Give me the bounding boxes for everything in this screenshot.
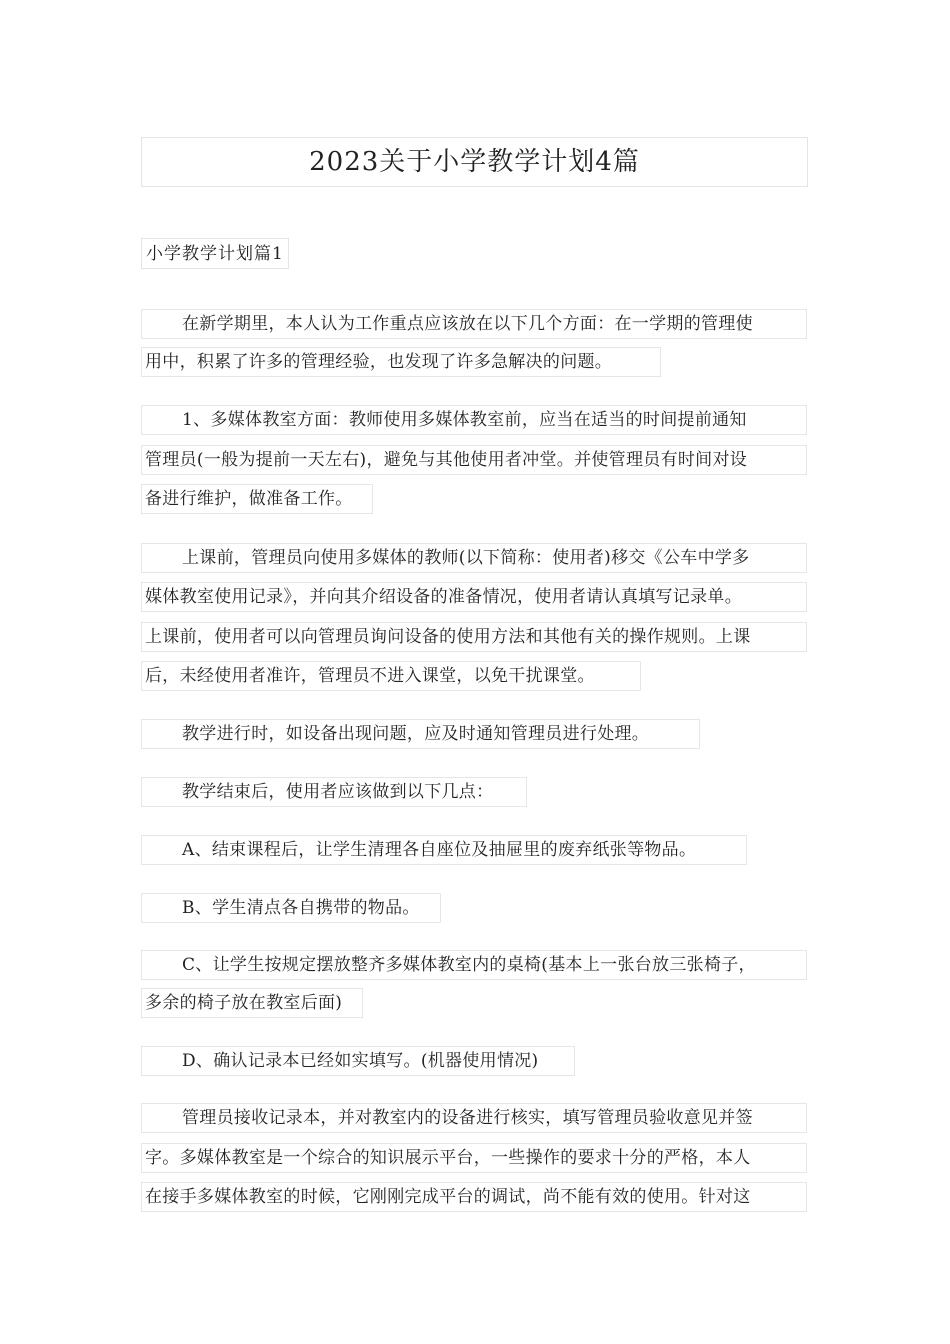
- paragraph-line: C、让学生按规定摆放整齐多媒体教室内的桌椅(基本上一张台放三张椅子，: [141, 950, 807, 980]
- paragraph-line: 媒体教室使用记录》，并向其介绍设备的准备情况，使用者请认真填写记录单。: [141, 582, 807, 612]
- paragraph-line: 上课前，管理员向使用多媒体的教师(以下简称：使用者)移交《公车中学多: [141, 543, 807, 573]
- paragraph-line: B、学生清点各自携带的物品。: [141, 893, 441, 923]
- paragraph-line: 后，未经使用者准许，管理员不进入课堂，以免干扰课堂。: [141, 661, 641, 691]
- paragraph-line: 教学进行时，如设备出现问题，应及时通知管理员进行处理。: [141, 719, 700, 749]
- paragraph-line: 备进行维护，做准备工作。: [141, 484, 373, 514]
- title-box: [141, 137, 808, 187]
- paragraph-line: D、确认记录本已经如实填写。(机器使用情况): [141, 1046, 575, 1076]
- paragraph-line: 管理员接收记录本，并对教室内的设备进行核实，填写管理员验收意见并签: [141, 1103, 807, 1133]
- paragraph-line: 上课前，使用者可以向管理员询问设备的使用方法和其他有关的操作规则。上课: [141, 622, 807, 652]
- document-title: 2023关于小学教学计划4篇: [309, 147, 640, 177]
- paragraph-line: 管理员(一般为提前一天左右)，避免与其他使用者冲堂。并使管理员有时间对设: [141, 445, 807, 475]
- section-heading: 小学教学计划篇1: [141, 238, 289, 269]
- paragraph-line: 字。多媒体教室是一个综合的知识展示平台，一些操作的要求十分的严格，本人: [141, 1143, 807, 1173]
- paragraph-line: 在新学期里，本人认为工作重点应该放在以下几个方面：在一学期的管理使: [141, 309, 807, 339]
- paragraph-line: 教学结束后，使用者应该做到以下几点：: [141, 777, 527, 807]
- paragraph-line: 1、多媒体教室方面：教师使用多媒体教室前，应当在适当的时间提前通知: [141, 405, 807, 435]
- paragraph-line: A、结束课程后，让学生清理各自座位及抽屉里的废弃纸张等物品。: [141, 835, 747, 865]
- paragraph-line: 多余的椅子放在教室后面): [141, 988, 363, 1018]
- paragraph-line: 在接手多媒体教室的时候，它刚刚完成平台的调试，尚不能有效的使用。针对这: [141, 1182, 807, 1212]
- paragraph-line: 用中，积累了许多的管理经验，也发现了许多急解决的问题。: [141, 347, 661, 377]
